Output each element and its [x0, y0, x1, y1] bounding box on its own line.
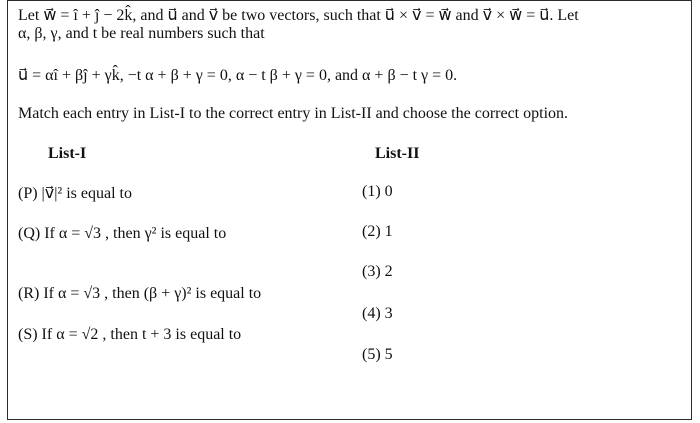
list-two-header: List-II	[375, 145, 420, 162]
list-one-item-p: (P) |v⃗|² is equal to	[18, 185, 132, 202]
list-two-item-2: (2) 1	[362, 223, 393, 240]
list-one-item-r: (R) If α = √3 , then (β + γ)² is equal to	[18, 285, 262, 302]
list-two-item-4: (4) 3	[362, 305, 393, 322]
problem-statement-line-2: α, β, γ, and t be real numbers such that	[18, 25, 265, 42]
equations-line: u⃗ = αî + βĵ + γk̂, −t α + β + γ = 0, α − t β + γ = 0, and α + β − t γ = 0.	[18, 67, 458, 84]
list-two-item-3: (3) 2	[362, 263, 393, 280]
list-one-item-q: (Q) If α = √3 , then γ² is equal to	[18, 225, 227, 242]
question-frame	[7, 0, 692, 420]
list-two-item-1: (1) 0	[362, 183, 393, 200]
instruction-line: Match each entry in List-I to the correct entry in List-II and choose the correct option.	[18, 105, 569, 122]
list-two-item-5: (5) 5	[362, 346, 393, 363]
list-one-item-s: (S) If α = √2 , then t + 3 is equal to	[18, 326, 242, 343]
list-one-header: List-I	[48, 145, 87, 162]
problem-statement-line-1: Let w⃗ = î + ĵ − 2k̂, and u⃗ and v⃗ be two vectors, such that u⃗ × v⃗ = w⃗ and v⃗ × w⃗ = u⃗. Let	[18, 7, 579, 24]
